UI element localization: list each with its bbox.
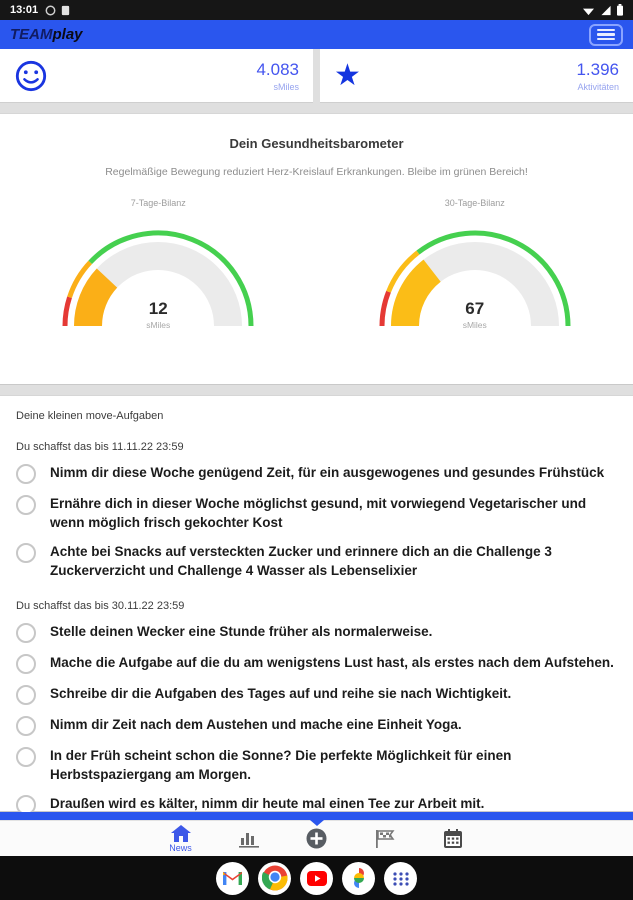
task-checkbox[interactable] <box>16 716 36 736</box>
deadline-group-1: Du schaffst das bis 11.11.22 23:59 <box>16 441 184 453</box>
nav-item-challenges[interactable] <box>351 829 419 849</box>
gauge-7-day <box>0 198 317 332</box>
nav-item-statistics[interactable] <box>215 829 283 849</box>
task-label: Achte bei Snacks auf versteckten Zucker und erinnere dich an die Challenge 3 Zuckerverzicht und Challenge 4 Wasser als Lebenselixier <box>50 544 552 579</box>
task-row <box>16 494 617 532</box>
barometer-title: Dein Gesundheitsbarometer <box>229 136 404 151</box>
gauge-30-day-value: 67 <box>465 299 485 318</box>
star-icon: ★ <box>334 58 361 92</box>
smiley-icon <box>14 59 48 93</box>
task-label: Mache die Aufgabe auf die du am wenigstens Lust hast, als erstes nach dem Aufstehen. <box>50 654 614 670</box>
gauge-7-day-label: 7-Tage-Bilanz <box>130 198 186 208</box>
wifi-icon <box>582 5 595 16</box>
calendar-icon <box>443 829 463 849</box>
task-label: In der Früh scheint schon die Sonne? Die perfekte Möglichkeit für einen Herbstspaziergang am Morgen. <box>50 747 512 782</box>
gauge-30-day <box>317 198 633 332</box>
photos-app-icon[interactable] <box>342 862 375 895</box>
scroll-handle[interactable] <box>310 820 324 826</box>
flag-icon <box>374 829 396 849</box>
notification-circle-icon <box>45 5 56 16</box>
task-label: Draußen wird es kälter, nimm dir heute mal einen Tee zur Arbeit mit. <box>50 795 485 811</box>
task-checkbox[interactable] <box>16 543 36 563</box>
youtube-icon <box>307 871 327 886</box>
teamplay-logo <box>10 26 83 43</box>
task-checkbox[interactable] <box>16 464 36 484</box>
gauge-30-day-unit: sMiles <box>462 320 487 330</box>
home-icon <box>171 825 191 842</box>
nav-item-calendar[interactable] <box>419 829 487 849</box>
android-dock <box>0 856 633 900</box>
barometer-subtitle: Regelmäßige Bewegung reduziert Herz-Kreislauf Erkrankungen. Bleibe im grünen Bereich! <box>105 166 528 178</box>
health-barometer-card <box>0 113 633 385</box>
task-checkbox[interactable] <box>16 747 36 767</box>
activities-label: Aktivitäten <box>577 81 619 92</box>
task-row <box>16 463 617 484</box>
gauge-7-day-unit: sMiles <box>146 320 171 330</box>
nav-item-news-label: News <box>169 842 192 853</box>
task-checkbox[interactable] <box>16 623 36 643</box>
task-row <box>16 746 617 784</box>
scroll-indicator-bar[interactable] <box>0 812 633 820</box>
gmail-app-icon[interactable] <box>216 862 249 895</box>
task-row <box>16 622 617 643</box>
hamburger-menu-icon <box>597 29 615 32</box>
app-drawer-icon <box>392 869 410 887</box>
task-row <box>16 653 617 674</box>
gauge-30-day-label: 30-Tage-Bilanz <box>444 198 505 208</box>
logo-team: TEAM <box>10 26 53 43</box>
app-bar <box>0 20 633 49</box>
notification-photo-icon <box>61 5 70 16</box>
task-label: Schreibe dir die Aufgaben des Tages auf und reihe sie nach Wichtigkeit. <box>50 685 512 701</box>
task-checkbox[interactable] <box>16 685 36 705</box>
smiles-value: 4.083 <box>256 59 299 79</box>
gmail-icon <box>223 871 242 886</box>
task-label: Nimm dir Zeit nach dem Austehen und mache eine Einheit Yoga. <box>50 716 462 732</box>
battery-icon <box>617 4 623 16</box>
stats-row <box>0 49 633 103</box>
chrome-icon <box>262 865 288 891</box>
status-bar <box>0 0 633 20</box>
smiles-stat-card[interactable] <box>0 49 313 103</box>
plus-circle-icon <box>306 828 327 849</box>
hamburger-menu-button[interactable] <box>589 24 623 46</box>
nav-item-news[interactable] <box>147 825 215 853</box>
activities-value: 1.396 <box>576 59 619 79</box>
youtube-app-icon[interactable] <box>300 862 333 895</box>
clock: 13:01 <box>10 4 39 16</box>
nav-item-add[interactable] <box>283 828 351 849</box>
logo-play: play <box>52 26 83 43</box>
task-label: Ernähre dich in dieser Woche möglichst gesund, mit vorwiegend Vegetarischer und wenn möglich frisch gekochter Kost <box>50 496 587 531</box>
chrome-app-icon[interactable] <box>258 862 291 895</box>
activities-stat-card[interactable] <box>320 49 633 103</box>
app-drawer-icon-button[interactable] <box>384 862 417 895</box>
signal-icon <box>600 5 612 16</box>
tasks-section-title: Deine kleinen move-Aufgaben <box>16 410 164 422</box>
task-row <box>16 542 617 580</box>
task-checkbox[interactable] <box>16 495 36 515</box>
deadline-group-2: Du schaffst das bis 30.11.22 23:59 <box>16 599 185 612</box>
task-label: Stelle deinen Wecker eine Stunde früher als normalerweise. <box>50 623 433 639</box>
task-row <box>16 684 617 705</box>
task-row <box>16 715 617 736</box>
smiles-label: sMiles <box>273 81 299 92</box>
bar-chart-icon <box>238 829 260 849</box>
task-label: Nimm dir diese Woche genügend Zeit, für ein ausgewogenes und gesundes Frühstück <box>50 465 605 480</box>
google-photos-icon <box>348 867 370 889</box>
gauge-7-day-value: 12 <box>148 299 168 318</box>
tasks-card <box>0 395 633 812</box>
task-checkbox[interactable] <box>16 654 36 674</box>
